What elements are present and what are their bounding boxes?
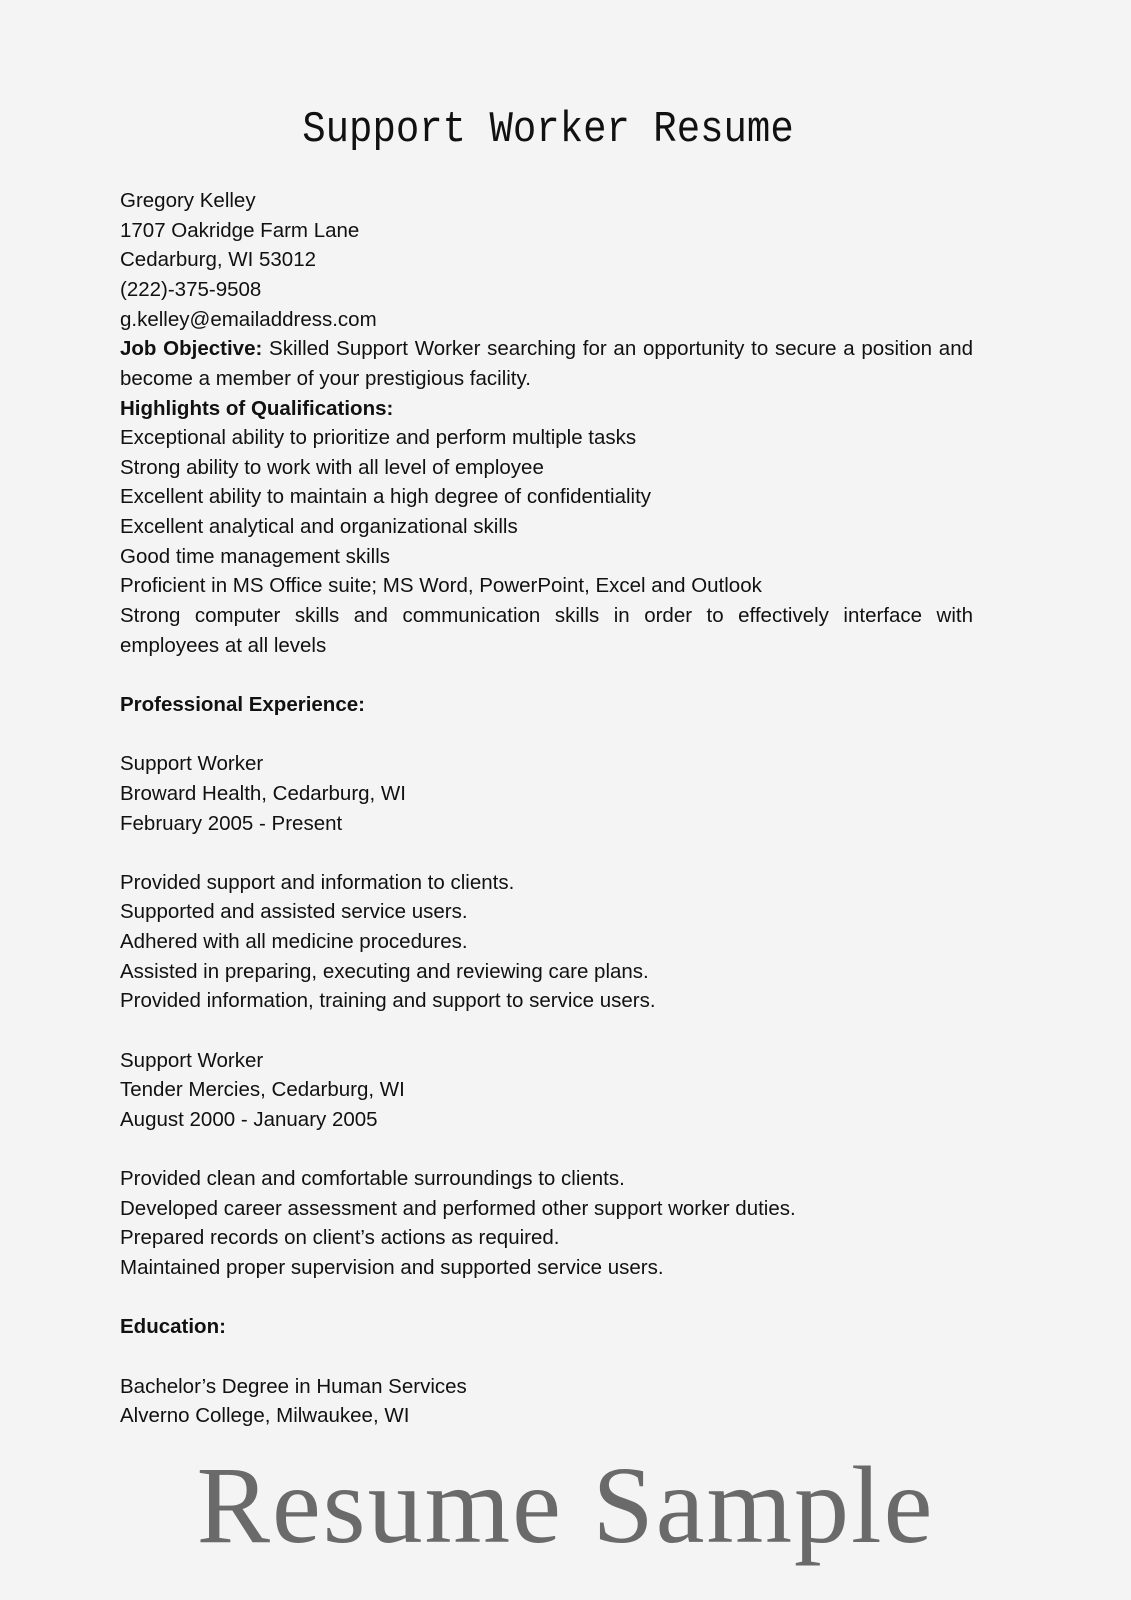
job-objective [120,334,973,393]
education-heading [120,1312,973,1342]
job-employer: Broward Health, Cedarburg, WI [120,781,406,805]
job-duty: Maintained proper supervision and supported service users. [120,1256,664,1280]
job-duty: Supported and assisted service users. [120,900,468,924]
highlight-item: Proficient in MS Office suite; MS Word, PowerPoint, Excel and Outlook [120,574,762,598]
job-employer: Tender Mercies, Cedarburg, WI [120,1078,405,1102]
contact-address: 1707 Oakridge Farm Lane [120,218,360,242]
highlight-item: Good time management skills [120,544,391,568]
job-duty: Provided support and information to clients. [120,870,515,894]
job-title: Support Worker [120,752,264,776]
contact-email: g.kelley@emailaddress.com [120,307,377,331]
education-school: Alverno College, Milwaukee, WI [120,1404,410,1428]
contact-phone: (222)-375-9508 [120,277,262,301]
education-degree: Bachelor’s Degree in Human Services [120,1374,467,1398]
job-dates: August 2000 - January 2005 [120,1107,378,1131]
contact-name: Gregory Kelley [120,189,256,212]
resume-body [120,186,973,1431]
watermark: Resume Sample [196,1444,935,1566]
highlight-item: Exceptional ability to prioritize and perform multiple tasks [120,426,637,450]
objective-text: Skilled Support Worker searching for an opportunity to secure a position and become a member of your prestigious facility. [120,337,973,390]
job-duty: Adhered with all medicine procedures. [120,930,468,954]
highlight-item: Excellent ability to maintain a high degree of confidentiality [120,485,652,509]
job-duty: Prepared records on client’s actions as required. [120,1226,560,1250]
highlight-item: Strong ability to work with all level of employee [120,455,544,479]
objective-label: Job Objective: [120,337,263,361]
job-duty: Provided clean and comfortable surroundings to clients. [120,1167,625,1191]
highlights-heading [120,394,973,424]
job-title: Support Worker [120,1048,264,1072]
contact-city: Cedarburg, WI 53012 [120,248,317,272]
highlights-heading-text: Highlights of Qualifications: [120,396,394,420]
highlight-item: Strong computer skills and communication skills in order to effectively interface with employees at all levels [120,604,973,657]
page-title: Support Worker Resume [302,105,794,155]
job-duty: Assisted in preparing, executing and reviewing care plans. [120,959,649,983]
highlight-item: Excellent analytical and organizational skills [120,515,518,539]
education-heading-text: Education: [120,1315,226,1339]
experience-heading-text: Professional Experience: [120,692,365,716]
job-duty: Developed career assessment and performed other support worker duties. [120,1196,796,1220]
experience-heading [120,690,973,720]
job-duty: Provided information, training and support to service users. [120,989,656,1013]
job-dates: February 2005 - Present [120,811,343,835]
